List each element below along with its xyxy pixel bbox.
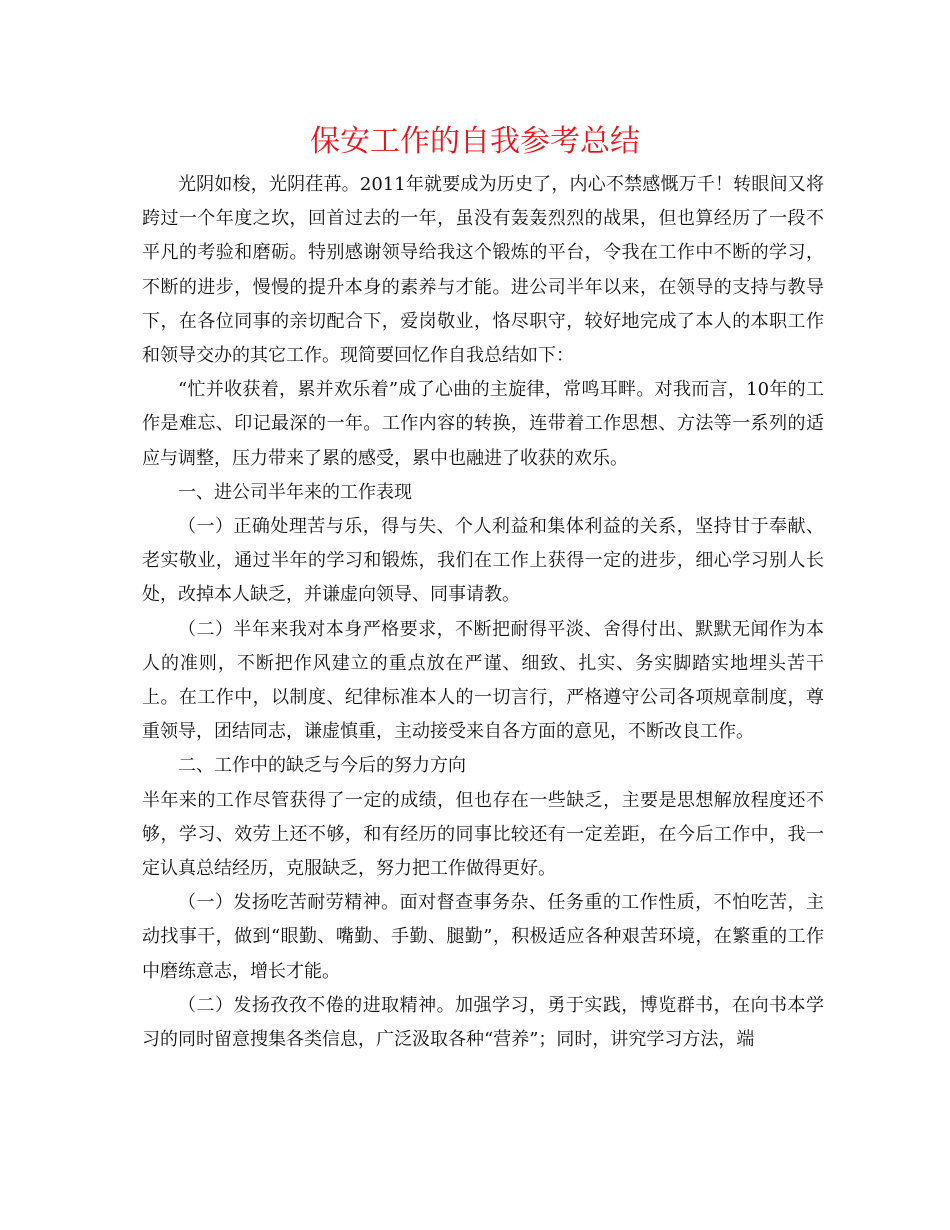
- paragraph-2-2: （二）发扬孜孜不倦的进取精神。加强学习，勇于实践，博览群书，在向书本学习的同时留意搜集各类信息，广泛汲取各种“营养”；同时，讲究学习方法，端: [142, 994, 824, 1051]
- document-title: 保安工作的自我参考总结: [310, 124, 640, 159]
- paragraph-intro: 光阴如梭，光阴荏苒。2011年就要成为历史了，内心不禁感慨万千！转眼间又将跨过一个年度之坎，回首过去的一年，虽没有轰轰烈烈的战果，但也算经历了一段不平凡的考验和磨砺。特别感谢领导给我这个锻炼的平台，令我在工作中不断的学习，不断的进步，慢慢的提升本身的素养与才能。进公司半年以来，在领导的支持与教导下，在各位同事的亲切配合下，爱岗敬业，恪尽职守，较好地完成了本人的本职工作和领导交办的其它工作。现简要回忆作自我总结如下：: [142, 174, 824, 367]
- paragraph-2-summary: 半年来的工作尽管获得了一定的成绩，但也存在一些缺乏，主要是思想解放程度还不够，学习、效劳上还不够，和有经历的同事比较还有一定差距，在今后工作中，我一定认真总结经历，克服缺乏，努力把工作做得更好。: [142, 789, 824, 880]
- paragraph-1-2: （二）半年来我对本身严格要求，不断把耐得平淡、舍得付出、默默无闻作为本人的准则，不断把作风建立的重点放在严谨、细致、扎实、务实脚踏实地埋头苦干上。在工作中，以制度、纪律标准本人的一切言行，严格遵守公司各项规章制度，尊重领导，团结同志，谦虚慎重，主动接受来自各方面的意见，不断改良工作。: [142, 618, 824, 743]
- section-heading-1: 一、进公司半年来的工作表现: [178, 481, 412, 503]
- paragraph-motto: “忙并收获着，累并欢乐着”成了心曲的主旋律，常鸣耳畔。对我而言，10年的工作是难忘、印记最深的一年。工作内容的转换，连带着工作思想、方法等一系列的适应与调整，压力带来了累的感受，累中也融进了收获的欢乐。: [142, 379, 824, 469]
- section-heading-2: 二、工作中的缺乏与今后的努力方向: [178, 755, 466, 777]
- paragraph-1-1: （一）正确处理苦与乐，得与失、个人利益和集体利益的关系，坚持甘于奉献、老实敬业，通过半年的学习和锻炼，我们在工作上获得一定的进步，细心学习别人长处，改掉本人缺乏，并谦虚向领导、同事请教。: [142, 516, 824, 606]
- document-body: [142, 168, 824, 1057]
- paragraph-2-1: （一）发扬吃苦耐劳精神。面对督查事务杂、任务重的工作性质，不怕吃苦，主动找事干，做到“眼勤、嘴勤、手勤、腿勤”，积极适应各种艰苦环境，在繁重的工作中磨练意志，增长才能。: [142, 892, 824, 982]
